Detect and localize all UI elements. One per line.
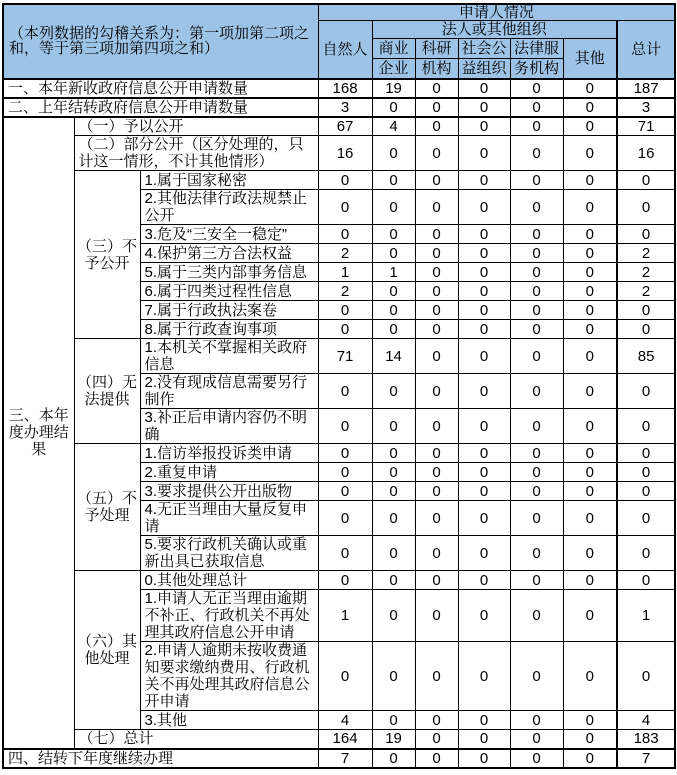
value-cell: 0 [563,642,617,711]
value-cell: 0 [510,444,563,463]
value-cell: 0 [372,409,415,444]
value-cell: 0 [458,117,510,136]
value-cell: 0 [415,98,458,117]
value-cell: 0 [372,482,415,501]
value-cell: 0 [372,536,415,571]
value-cell: 0 [372,98,415,117]
value-cell: 0 [372,501,415,536]
value-cell: 0 [563,136,617,171]
value-cell: 0 [415,244,458,263]
value-cell: 0 [563,263,617,282]
value-cell: 3 [617,98,675,117]
row-label: 2.申请人逾期未按收费通知要求缴纳费用、行政机关不再处理其政府信息公开申请 [140,642,318,711]
value-cell: 0 [563,444,617,463]
value-cell: 0 [510,501,563,536]
section-label: （三）不予公开 [74,171,140,339]
value-cell: 67 [318,117,372,136]
value-cell: 19 [372,730,415,749]
value-cell: 4 [372,117,415,136]
value-cell: 0 [415,571,458,590]
value-cell: 0 [510,79,563,98]
value-cell: 0 [415,190,458,225]
value-cell: 0 [563,571,617,590]
note-cell: （本列数据的勾稽关系为：第一项加第二项之和，等于第三项加第四项之和） [3,4,318,79]
row-label: 一、本年新收政府信息公开申请数量 [3,79,318,98]
value-cell: 0 [318,463,372,482]
value-cell: 0 [617,190,675,225]
value-cell: 0 [617,320,675,339]
value-cell: 2 [318,282,372,301]
section-label: （四）无法提供 [74,339,140,444]
value-cell: 14 [372,339,415,374]
value-cell: 0 [415,263,458,282]
value-cell: 0 [458,98,510,117]
value-cell: 0 [563,749,617,768]
value-cell: 0 [318,320,372,339]
value-cell: 0 [563,244,617,263]
value-cell: 2 [617,263,675,282]
row-label: 0.其他处理总计 [140,571,318,590]
row-label: 3.补正后申请内容仍不明确 [140,409,318,444]
value-cell: 0 [372,444,415,463]
row-label: 二、上年结转政府信息公开申请数量 [3,98,318,117]
row-label: 4.无正当理由大量反复申请 [140,501,318,536]
col-header-business-top: 商业 [372,39,415,59]
col-header-total: 总计 [617,21,675,79]
value-cell: 0 [563,536,617,571]
value-cell: 0 [458,282,510,301]
col-header-welfare-top: 社会公 [458,39,510,59]
value-cell: 0 [563,482,617,501]
row-label: 3.危及“三安全一稳定” [140,225,318,244]
value-cell: 0 [415,320,458,339]
value-cell: 0 [510,711,563,730]
value-cell: 0 [458,571,510,590]
value-cell: 0 [510,190,563,225]
value-cell: 0 [372,320,415,339]
value-cell: 0 [415,501,458,536]
value-cell: 0 [318,482,372,501]
value-cell: 0 [458,463,510,482]
table-body [3,79,675,768]
value-cell: 0 [458,79,510,98]
value-cell: 0 [510,642,563,711]
value-cell: 0 [415,730,458,749]
col-header-business-bottom: 企业 [372,59,415,79]
value-cell: 0 [458,320,510,339]
value-cell: 0 [510,282,563,301]
value-cell: 0 [458,482,510,501]
value-cell: 0 [617,501,675,536]
value-cell: 0 [510,136,563,171]
value-cell: 0 [563,409,617,444]
value-cell: 0 [458,444,510,463]
table-row [3,79,675,98]
value-cell: 2 [318,244,372,263]
value-cell: 0 [510,482,563,501]
col-header-legal-service-bottom: 务机构 [510,59,563,79]
value-cell: 0 [510,409,563,444]
value-cell: 0 [458,301,510,320]
value-cell: 0 [510,117,563,136]
value-cell: 0 [458,590,510,642]
row-label: 2.重复申请 [140,463,318,482]
value-cell: 2 [617,282,675,301]
value-cell: 0 [510,536,563,571]
value-cell: 0 [510,730,563,749]
value-cell: 0 [415,282,458,301]
table-row [3,444,675,463]
row-label: 1.本机关不掌握相关政府信息 [140,339,318,374]
value-cell: 0 [617,444,675,463]
value-cell: 0 [372,711,415,730]
value-cell: 0 [458,171,510,190]
value-cell: 0 [372,301,415,320]
value-cell: 3 [318,98,372,117]
value-cell: 0 [458,536,510,571]
value-cell: 0 [415,482,458,501]
value-cell: 0 [415,339,458,374]
value-cell: 0 [458,263,510,282]
section-label: （一）予以公开 [74,117,318,136]
value-cell: 0 [372,463,415,482]
value-cell: 0 [563,463,617,482]
value-cell: 4 [318,711,372,730]
value-cell: 187 [617,79,675,98]
section-label: （五）不予处理 [74,444,140,571]
row-label: 2.没有现成信息需要另行制作 [140,374,318,409]
value-cell: 0 [617,301,675,320]
value-cell: 0 [563,301,617,320]
value-cell: 0 [458,339,510,374]
value-cell: 0 [372,225,415,244]
value-cell: 0 [510,339,563,374]
row-label: 4.保护第三方合法权益 [140,244,318,263]
value-cell: 0 [458,730,510,749]
row-label: 3.要求提供公开出版物 [140,482,318,501]
table-row [3,136,675,171]
value-cell: 0 [415,301,458,320]
value-cell: 0 [372,190,415,225]
value-cell: 183 [617,730,675,749]
value-cell: 0 [415,136,458,171]
value-cell: 0 [415,117,458,136]
value-cell: 0 [318,571,372,590]
value-cell: 4 [617,711,675,730]
value-cell: 0 [318,409,372,444]
row-label: 2.其他法律行政法规禁止公开 [140,190,318,225]
value-cell: 16 [617,136,675,171]
col-header-other: 其他 [563,39,617,79]
row-label: 6.属于四类过程性信息 [140,282,318,301]
value-cell: 0 [617,536,675,571]
value-cell: 0 [372,749,415,768]
value-cell: 0 [563,590,617,642]
value-cell: 85 [617,339,675,374]
value-cell: 0 [415,171,458,190]
disclosure-statistics-table [2,3,676,769]
value-cell: 0 [510,171,563,190]
value-cell: 1 [617,590,675,642]
value-cell: 0 [372,244,415,263]
value-cell: 1 [372,263,415,282]
section-label: （二）部分公开（区分处理的，只计这一情形，不计其他情形） [74,136,318,171]
value-cell: 0 [510,374,563,409]
header-title: 申请人情况 [318,4,675,21]
row-label: 5.属于三类内部事务信息 [140,263,318,282]
value-cell: 0 [563,320,617,339]
value-cell: 0 [563,501,617,536]
col-header-research-bottom: 机构 [415,59,458,79]
value-cell: 0 [318,301,372,320]
col-header-natural-person: 自然人 [318,21,372,79]
value-cell: 0 [415,642,458,711]
value-cell: 0 [458,501,510,536]
table-row [3,749,675,768]
value-cell: 71 [318,339,372,374]
value-cell: 0 [510,463,563,482]
value-cell: 0 [458,642,510,711]
value-cell: 0 [510,590,563,642]
value-cell: 0 [318,642,372,711]
value-cell: 168 [318,79,372,98]
value-cell: 0 [372,171,415,190]
value-cell: 0 [372,571,415,590]
row-label: 1.申请人无正当理由逾期不补正、行政机关不再处理其政府信息公开申请 [140,590,318,642]
value-cell: 0 [458,749,510,768]
value-cell: 0 [372,642,415,711]
section-label: （七）总计 [74,730,318,749]
row-label: 8.属于行政查询事项 [140,320,318,339]
value-cell: 0 [458,136,510,171]
header-row-1 [3,4,675,21]
value-cell: 0 [415,590,458,642]
value-cell: 0 [510,320,563,339]
value-cell: 0 [563,98,617,117]
value-cell: 2 [617,244,675,263]
value-cell: 0 [318,374,372,409]
value-cell: 0 [415,536,458,571]
value-cell: 0 [617,642,675,711]
section-label: （六）其他处理 [74,571,140,730]
row-label: 1.信访举报投诉类申请 [140,444,318,463]
value-cell: 0 [318,536,372,571]
row-label: 5.要求行政机关确认或重新出具已获取信息 [140,536,318,571]
table-row [3,730,675,749]
value-cell: 0 [415,463,458,482]
value-cell: 0 [318,171,372,190]
value-cell: 0 [458,409,510,444]
value-cell: 0 [510,301,563,320]
row-group-label: 三、本年度办理结果 [3,117,74,749]
value-cell: 7 [318,749,372,768]
value-cell: 0 [563,225,617,244]
value-cell: 0 [318,190,372,225]
table-row [3,171,675,190]
value-cell: 0 [415,409,458,444]
value-cell: 0 [458,244,510,263]
row-label: 四、结转下年度继续办理 [3,749,318,768]
value-cell: 0 [563,171,617,190]
value-cell: 0 [458,190,510,225]
value-cell: 0 [415,79,458,98]
value-cell: 0 [563,282,617,301]
value-cell: 0 [563,374,617,409]
value-cell: 164 [318,730,372,749]
value-cell: 0 [318,501,372,536]
value-cell: 0 [510,98,563,117]
table-row [3,117,675,136]
value-cell: 1 [318,590,372,642]
value-cell: 19 [372,79,415,98]
value-cell: 0 [510,571,563,590]
value-cell: 0 [617,463,675,482]
value-cell: 0 [510,263,563,282]
value-cell: 0 [617,225,675,244]
col-header-research-top: 科研 [415,39,458,59]
value-cell: 7 [617,749,675,768]
value-cell: 0 [510,225,563,244]
col-header-legal-group: 法人或其他组织 [372,21,617,39]
value-cell: 0 [510,244,563,263]
table-row [3,339,675,374]
value-cell: 0 [617,374,675,409]
col-header-legal-service-top: 法律服 [510,39,563,59]
value-cell: 71 [617,117,675,136]
table-row [3,571,675,590]
value-cell: 0 [563,339,617,374]
value-cell: 0 [318,444,372,463]
value-cell: 0 [415,225,458,244]
value-cell: 1 [318,263,372,282]
value-cell: 0 [372,136,415,171]
row-label: 3.其他 [140,711,318,730]
table-row [3,98,675,117]
value-cell: 0 [458,374,510,409]
value-cell: 0 [458,711,510,730]
value-cell: 0 [563,730,617,749]
value-cell: 0 [617,482,675,501]
row-label: 7.属于行政执法案卷 [140,301,318,320]
col-header-welfare-bottom: 益组织 [458,59,510,79]
value-cell: 0 [372,282,415,301]
value-cell: 0 [563,117,617,136]
value-cell: 0 [617,571,675,590]
row-label: 1.属于国家秘密 [140,171,318,190]
value-cell: 0 [415,444,458,463]
value-cell: 0 [563,711,617,730]
value-cell: 0 [318,225,372,244]
value-cell: 0 [563,190,617,225]
value-cell: 0 [458,225,510,244]
value-cell: 16 [318,136,372,171]
value-cell: 0 [617,171,675,190]
value-cell: 0 [617,409,675,444]
value-cell: 0 [415,749,458,768]
value-cell: 0 [415,711,458,730]
value-cell: 0 [372,590,415,642]
value-cell: 0 [510,749,563,768]
value-cell: 0 [372,374,415,409]
value-cell: 0 [415,374,458,409]
value-cell: 0 [563,79,617,98]
